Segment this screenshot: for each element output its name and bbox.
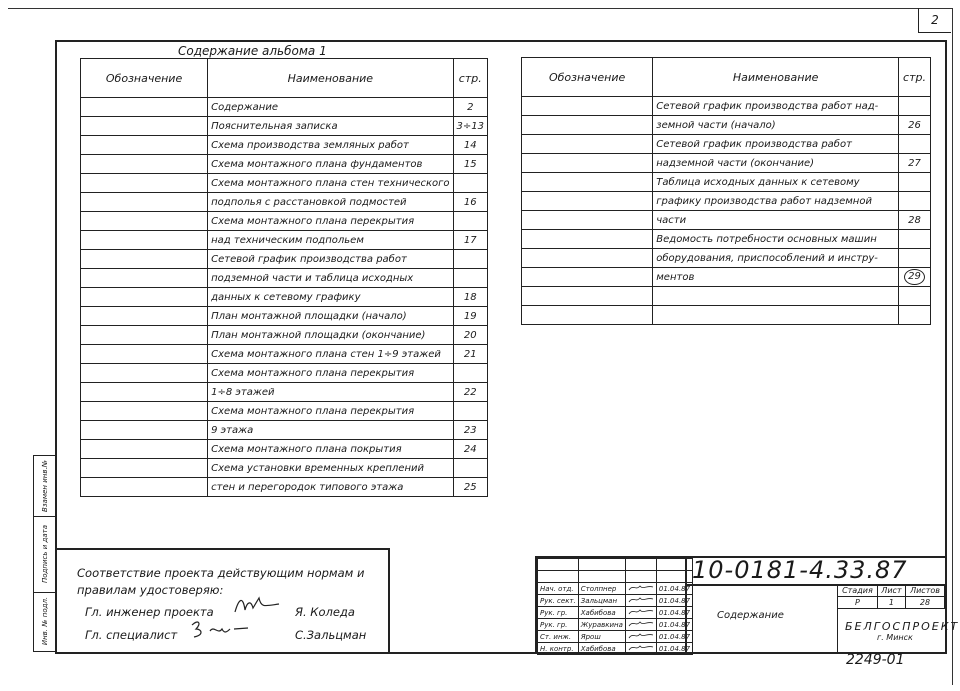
- table-row: [81, 231, 488, 250]
- staff-role: Рук. гр.: [538, 619, 579, 631]
- designation-cell: [522, 230, 653, 249]
- page-cell: [453, 383, 487, 402]
- inv-no-cell: Инв. № подл.: [41, 596, 50, 646]
- header-name: Наименование: [208, 59, 453, 98]
- table-row: [522, 306, 931, 325]
- staff-signature: [625, 631, 656, 643]
- designation-cell: [81, 345, 208, 364]
- table-row: [522, 116, 931, 135]
- staff-name: Ярош: [578, 631, 625, 643]
- page-cell: [453, 402, 487, 421]
- page-number: 20: [463, 329, 477, 341]
- staff-row: [538, 583, 693, 595]
- designation-cell: [522, 116, 653, 135]
- designation-cell: [522, 249, 653, 268]
- name-cell: План монтажной площадки (окончание): [208, 326, 453, 345]
- table-row: [81, 421, 488, 440]
- designation-cell: [81, 250, 208, 269]
- staff-table: [537, 558, 693, 655]
- table-row: [522, 287, 931, 306]
- designation-cell: [522, 211, 653, 230]
- empty-cell: [578, 571, 625, 583]
- name-cell: [653, 306, 899, 325]
- header-page: стр.: [899, 58, 931, 97]
- sheets-label: Листов: [906, 585, 945, 597]
- staff-date: 01.04.87: [656, 595, 692, 607]
- staff-date: 01.04.87: [656, 607, 692, 619]
- designation-cell: [522, 268, 653, 287]
- staff-role: Нач. отд.: [538, 583, 579, 595]
- page-cell: [899, 97, 931, 116]
- archive-number: 2249-01: [846, 652, 905, 668]
- page-cell: [453, 212, 487, 231]
- page-cell: [453, 117, 487, 136]
- table-row: [81, 193, 488, 212]
- page-number: 2: [467, 101, 474, 113]
- name-cell: Схема производства земляных работ: [208, 136, 453, 155]
- name-cell: Сетевой график производства работ: [653, 135, 899, 154]
- stage-value: Р: [838, 597, 878, 609]
- chief-engineer-name: Я. Коледа: [295, 605, 355, 619]
- page-cell: [453, 459, 487, 478]
- designation-cell: [81, 326, 208, 345]
- table-row: [81, 345, 488, 364]
- document-number: 10-0181-4.33.87: [692, 556, 908, 584]
- staff-signature: [625, 643, 656, 655]
- table-row: [81, 155, 488, 174]
- page-number: 18: [463, 291, 477, 303]
- table-row: [81, 364, 488, 383]
- page-number: 27: [908, 157, 921, 169]
- table-row: [522, 97, 931, 116]
- page-number: 19: [463, 310, 477, 322]
- staff-row: [538, 619, 693, 631]
- designation-cell: [81, 117, 208, 136]
- name-cell: 9 этажа: [208, 421, 453, 440]
- staff-signature: [625, 595, 656, 607]
- table-row: [522, 135, 931, 154]
- page-number: 3÷13: [456, 120, 484, 132]
- page-number: 24: [463, 443, 477, 455]
- table-row: [522, 249, 931, 268]
- table-row: [81, 288, 488, 307]
- staff-row: [538, 631, 693, 643]
- staff-date: 01.04.87: [656, 619, 692, 631]
- name-cell: части: [653, 211, 899, 230]
- staff-role: Ст. инж.: [538, 631, 579, 643]
- designation-cell: [81, 402, 208, 421]
- designation-cell: [522, 306, 653, 325]
- designation-cell: [81, 478, 208, 497]
- page-number: 25: [463, 481, 477, 493]
- sheet-title: Содержание: [717, 610, 784, 621]
- page-number: 23: [463, 424, 477, 436]
- sheet-value: 1: [877, 597, 905, 609]
- page-cell: [899, 116, 931, 135]
- designation-cell: [522, 192, 653, 211]
- designation-cell: [81, 288, 208, 307]
- name-cell: данных к сетевому графику: [208, 288, 453, 307]
- name-cell: подземной части и таблица исходных: [208, 269, 453, 288]
- staff-role: Рук. гр.: [538, 607, 579, 619]
- table-row: [81, 269, 488, 288]
- page-number: 17: [463, 234, 477, 246]
- contents-table-left: [80, 58, 488, 497]
- designation-cell: [81, 98, 208, 117]
- designation-cell: [522, 135, 653, 154]
- table-row: [81, 117, 488, 136]
- table-row: [81, 250, 488, 269]
- name-cell: Сетевой график производства работ: [208, 250, 453, 269]
- designation-cell: [81, 269, 208, 288]
- name-cell: Схема монтажного плана перекрытия: [208, 364, 453, 383]
- header-designation: Обозначение: [522, 58, 653, 97]
- name-cell: графику производства работ надземной: [653, 192, 899, 211]
- page-cell: [899, 230, 931, 249]
- cert-line-1: Соответствие проекта действующим нормам и: [77, 566, 365, 580]
- table-row: [81, 440, 488, 459]
- designation-cell: [81, 136, 208, 155]
- table-row: [522, 192, 931, 211]
- table-row: [522, 154, 931, 173]
- page-number: 14: [463, 139, 477, 151]
- staff-name: Журавкина: [578, 619, 625, 631]
- name-cell: Схема монтажного плана покрытия: [208, 440, 453, 459]
- chief-specialist-label: Гл. специалист: [85, 628, 178, 642]
- name-cell: ментов: [653, 268, 899, 287]
- chief-specialist-name: С.Зальцман: [295, 628, 367, 642]
- staff-date: 01.04.87: [656, 583, 692, 595]
- page-cell: [899, 173, 931, 192]
- staff-date: 01.04.87: [656, 643, 692, 655]
- designation-cell: [81, 155, 208, 174]
- page-cell: [453, 250, 487, 269]
- chief-specialist-signature: [190, 617, 250, 645]
- staff-empty-row: [538, 559, 693, 571]
- table-row: [81, 326, 488, 345]
- sheet-number-box: [918, 8, 951, 33]
- name-cell: над техническим подпольем: [208, 231, 453, 250]
- table-row: [81, 459, 488, 478]
- staff-name: Хабибова: [578, 607, 625, 619]
- contents-table-right: [521, 57, 931, 325]
- name-cell: [653, 287, 899, 306]
- designation-cell: [81, 174, 208, 193]
- name-cell: Схема монтажного плана стен 1÷9 этажей: [208, 345, 453, 364]
- page-cell: [899, 135, 931, 154]
- page-number: 29: [904, 269, 925, 285]
- table-row: [81, 478, 488, 497]
- page-number: 28: [908, 214, 921, 226]
- page-cell: [453, 326, 487, 345]
- table-row: [522, 230, 931, 249]
- designation-cell: [81, 307, 208, 326]
- staff-name: Зальцман: [578, 595, 625, 607]
- page-cell: [453, 440, 487, 459]
- page-cell: [453, 269, 487, 288]
- header-designation: Обозначение: [81, 59, 208, 98]
- certification-box: [55, 548, 390, 652]
- designation-cell: [81, 421, 208, 440]
- header-page: стр.: [453, 59, 487, 98]
- organization-city: г. Минск: [877, 633, 913, 642]
- staff-name: Хабибова: [578, 643, 625, 655]
- name-cell: План монтажной площадки (начало): [208, 307, 453, 326]
- empty-cell: [538, 571, 579, 583]
- page-cell: [899, 287, 931, 306]
- staff-row: [538, 595, 693, 607]
- designation-cell: [81, 364, 208, 383]
- staff-name: Столпнер: [578, 583, 625, 595]
- page-cell: [899, 211, 931, 230]
- table-row: [81, 402, 488, 421]
- name-cell: Ведомость потребности основных машин: [653, 230, 899, 249]
- empty-cell: [625, 571, 656, 583]
- page-cell: [453, 155, 487, 174]
- page-cell: [899, 249, 931, 268]
- table-row: [81, 136, 488, 155]
- designation-cell: [522, 173, 653, 192]
- stage-label: Стадия: [838, 585, 878, 597]
- staff-role: Рук. сект.: [538, 595, 579, 607]
- header-name: Наименование: [653, 58, 899, 97]
- staff-row: [538, 643, 693, 655]
- designation-cell: [81, 383, 208, 402]
- page-number: 15: [463, 158, 477, 170]
- name-cell: Схема монтажного плана стен технического: [208, 174, 453, 193]
- empty-cell: [625, 559, 656, 571]
- page-cell: [453, 421, 487, 440]
- page-cell: [453, 231, 487, 250]
- page-cell: [899, 154, 931, 173]
- page-cell: [453, 193, 487, 212]
- page-cell: [899, 192, 931, 211]
- page-cell: [453, 98, 487, 117]
- designation-cell: [81, 459, 208, 478]
- table-row: [81, 212, 488, 231]
- page-cell: [453, 307, 487, 326]
- page-number: 16: [463, 196, 477, 208]
- empty-cell: [578, 559, 625, 571]
- name-cell: Схема монтажного плана перекрытия: [208, 212, 453, 231]
- name-cell: подполья с расстановкой подмостей: [208, 193, 453, 212]
- page-cell: [453, 174, 487, 193]
- page-cell: [453, 345, 487, 364]
- name-cell: Пояснительная записка: [208, 117, 453, 136]
- designation-cell: [522, 97, 653, 116]
- designation-cell: [81, 193, 208, 212]
- page-number: 22: [463, 386, 477, 398]
- table-row: [81, 174, 488, 193]
- table-row: [522, 173, 931, 192]
- name-cell: оборудования, приспособлений и инстру-: [653, 249, 899, 268]
- chief-engineer-label: Гл. инженер проекта: [85, 605, 214, 619]
- staff-empty-row: [538, 571, 693, 583]
- approval-strip: [33, 455, 56, 652]
- staff-signature: [625, 619, 656, 631]
- name-cell: Таблица исходных данных к сетевому: [653, 173, 899, 192]
- table-row: [81, 307, 488, 326]
- designation-cell: [81, 231, 208, 250]
- page-cell: [899, 306, 931, 325]
- designation-cell: [81, 440, 208, 459]
- page-cell: [899, 268, 931, 287]
- stage-sheet-table: [837, 584, 945, 609]
- empty-cell: [656, 571, 692, 583]
- table-row: [522, 268, 931, 287]
- name-cell: стен и перегородок типового этажа: [208, 478, 453, 497]
- name-cell: Схема монтажного плана фундаментов: [208, 155, 453, 174]
- designation-cell: [81, 212, 208, 231]
- empty-cell: [656, 559, 692, 571]
- organization-name: БЕЛГОСПРОЕКТ: [845, 620, 960, 633]
- designation-cell: [522, 154, 653, 173]
- page-cell: [453, 364, 487, 383]
- page-cell: [453, 288, 487, 307]
- replace-inv-cell: Взамен инв.№: [34, 456, 56, 517]
- sheets-value: 28: [906, 597, 945, 609]
- name-cell: Схема монтажного плана перекрытия: [208, 402, 453, 421]
- page-number: 26: [908, 119, 921, 131]
- page-cell: [453, 136, 487, 155]
- page-number: 21: [463, 348, 477, 360]
- staff-row: [538, 607, 693, 619]
- empty-cell: [538, 559, 579, 571]
- name-cell: Сетевой график производства работ над-: [653, 97, 899, 116]
- page-cell: [453, 478, 487, 497]
- sign-date-cell: Подпись и дата: [34, 516, 56, 593]
- sheet-number: 2: [931, 13, 939, 27]
- staff-signature: [625, 583, 656, 595]
- staff-date: 01.04.87: [656, 631, 692, 643]
- album-title: Содержание альбома 1: [178, 44, 327, 58]
- staff-role: Н. контр.: [538, 643, 579, 655]
- staff-signature: [625, 607, 656, 619]
- table-row: [81, 383, 488, 402]
- name-cell: надземной части (окончание): [653, 154, 899, 173]
- table-row: [522, 211, 931, 230]
- name-cell: Содержание: [208, 98, 453, 117]
- table-row: [81, 98, 488, 117]
- title-block: [535, 556, 960, 653]
- name-cell: Схема установки временных креплений: [208, 459, 453, 478]
- name-cell: земной части (начало): [653, 116, 899, 135]
- name-cell: 1÷8 этажей: [208, 383, 453, 402]
- designation-cell: [522, 287, 653, 306]
- sheet-label: Лист: [877, 585, 905, 597]
- cert-line-2: правилам удостоверяю:: [77, 583, 224, 597]
